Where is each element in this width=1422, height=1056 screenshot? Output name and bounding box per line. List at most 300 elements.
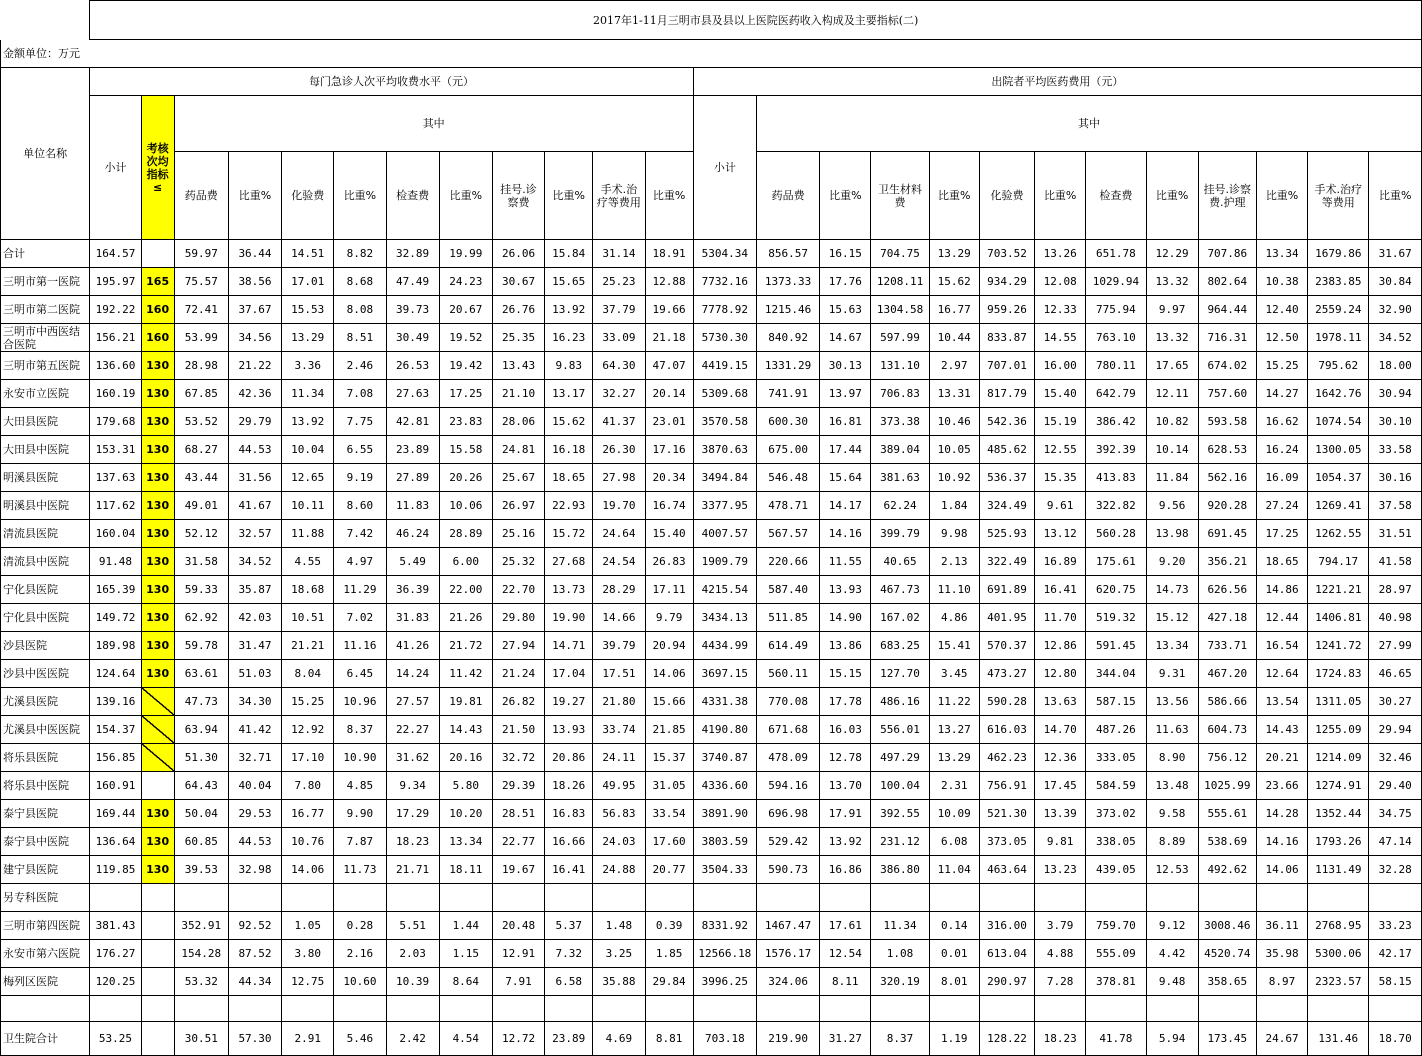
row-ip-value [929,996,979,1022]
row-ip-value [1308,996,1369,1022]
row-ip-value: 324.49 [979,492,1034,520]
row-op-value: 35.87 [228,576,281,604]
row-ip-value: 8.89 [1146,828,1198,856]
row-unit-name: 大田县中医院 [1,436,90,464]
row-op-value: 29.79 [228,408,281,436]
row-op-value [228,884,281,912]
row-op-value: 3.36 [282,352,334,380]
row-ip-value: 16.24 [1256,436,1307,464]
row-ip-value: 11.84 [1146,464,1198,492]
row-op-value: 5.51 [386,912,439,940]
row-ip-value: 485.62 [979,436,1034,464]
row-ip-value: 40.98 [1369,604,1422,632]
row-ip-value: 587.40 [756,576,819,604]
row-op-value: 18.65 [545,464,593,492]
row-ip-value: 16.77 [929,296,979,324]
row-ip-value: 486.16 [871,688,929,716]
row-op-value: 4.54 [439,1022,492,1056]
row-ip-value: 590.73 [756,856,819,884]
row-op-value: 20.67 [439,296,492,324]
row-ip-value [979,996,1034,1022]
diagonal-slash-icon [142,716,174,743]
row-ip-value: 707.86 [1198,240,1256,268]
row-op-value: 26.06 [492,240,544,268]
row-op-value: 7.02 [334,604,386,632]
header-op-col-7: 比重% [545,152,593,240]
row-ip-value: 30.16 [1369,464,1422,492]
row-ip-subtotal: 3870.63 [693,436,756,464]
row-ip-value: 1373.33 [756,268,819,296]
row-ip-value [1308,884,1369,912]
row-ip-value: 959.26 [979,296,1034,324]
row-op-value [545,884,593,912]
row-op-value: 16.83 [545,800,593,828]
row-op-value: 47.07 [645,352,693,380]
header-op-col-5: 比重% [439,152,492,240]
table-row [1,436,1422,464]
header-ip-subtotal: 小计 [693,96,756,240]
row-op-value: 10.11 [282,492,334,520]
row-op-value [645,884,693,912]
row-ip-value: 11.34 [871,912,929,940]
row-ip-value: 570.37 [979,632,1034,660]
row-ip-value: 30.13 [820,352,871,380]
header-op-col-6: 挂号.诊察费 [492,152,544,240]
row-op-value: 32.57 [228,520,281,548]
row-ip-subtotal: 5309.68 [693,380,756,408]
row-ip-value: 840.92 [756,324,819,352]
row-op-subtotal: 139.16 [90,688,141,716]
row-op-value: 29.39 [492,772,544,800]
row-ip-subtotal: 3377.95 [693,492,756,520]
row-op-value: 1.15 [439,940,492,968]
row-op-value [174,884,228,912]
row-ip-value: 13.97 [820,380,871,408]
row-op-subtotal: 160.04 [90,520,141,548]
row-op-value: 11.16 [334,632,386,660]
row-ip-value: 128.22 [979,1022,1034,1056]
row-unit-name: 泰宁县医院 [1,800,90,828]
row-op-value: 10.60 [334,968,386,996]
row-op-value: 31.14 [593,240,645,268]
row-ip-subtotal: 8331.92 [693,912,756,940]
row-kpi: 130 [141,492,174,520]
row-op-value: 14.43 [439,716,492,744]
row-unit-name: 三明市第二医院 [1,296,90,324]
row-ip-value [871,996,929,1022]
row-kpi: 130 [141,576,174,604]
header-outpatient-group: 每门急诊人次平均收费水平（元） [90,68,693,96]
row-op-value: 53.52 [174,408,228,436]
row-ip-value: 14.28 [1256,800,1307,828]
row-ip-value: 41.78 [1086,1022,1146,1056]
row-ip-value: 8.01 [929,968,979,996]
row-ip-value [1256,884,1307,912]
row-ip-value: 30.84 [1369,268,1422,296]
row-ip-value: 34.75 [1369,800,1422,828]
row-ip-value: 12.80 [1035,660,1086,688]
row-ip-value: 9.12 [1146,912,1198,940]
row-ip-value: 556.01 [871,716,929,744]
row-op-value: 19.42 [439,352,492,380]
row-ip-value: 15.63 [820,296,871,324]
row-kpi [141,716,174,744]
row-ip-value: 2323.57 [1308,968,1369,996]
row-op-value: 24.03 [593,828,645,856]
row-op-value: 21.71 [386,856,439,884]
row-ip-value: 33.58 [1369,436,1422,464]
row-op-subtotal: 165.39 [90,576,141,604]
row-unit-name: 宁化县中医院 [1,604,90,632]
row-ip-value: 373.38 [871,408,929,436]
row-ip-subtotal: 3570.58 [693,408,756,436]
table-row [1,716,1422,744]
row-op-value: 27.98 [593,464,645,492]
row-ip-value: 1214.09 [1308,744,1369,772]
row-ip-value: 1269.41 [1308,492,1369,520]
row-op-value: 32.72 [492,744,544,772]
row-ip-value: 519.32 [1086,604,1146,632]
row-ip-value: 1724.83 [1308,660,1369,688]
row-ip-value: 40.65 [871,548,929,576]
row-ip-value: 16.81 [820,408,871,436]
row-op-subtotal: 156.85 [90,744,141,772]
row-ip-value: 11.22 [929,688,979,716]
row-op-value: 12.88 [645,268,693,296]
row-unit-name: 大田县医院 [1,408,90,436]
row-op-value: 19.90 [545,604,593,632]
row-ip-subtotal: 3740.87 [693,744,756,772]
row-ip-value: 2.13 [929,548,979,576]
row-op-subtotal: 160.91 [90,772,141,800]
row-ip-subtotal: 3891.90 [693,800,756,828]
row-op-subtotal: 179.68 [90,408,141,436]
row-op-value: 32.27 [593,380,645,408]
row-ip-value [1369,996,1422,1022]
row-ip-value: 324.06 [756,968,819,996]
row-ip-subtotal: 3996.25 [693,968,756,996]
row-ip-subtotal: 4331.38 [693,688,756,716]
row-kpi [141,240,174,268]
row-ip-value: 538.69 [1198,828,1256,856]
row-ip-value: 5.94 [1146,1022,1198,1056]
row-ip-value [1198,996,1256,1022]
row-op-value: 16.18 [545,436,593,464]
row-unit-name: 三明市第五医院 [1,352,90,380]
table-row [1,380,1422,408]
row-ip-value: 322.82 [1086,492,1146,520]
row-op-value: 30.51 [174,1022,228,1056]
row-unit-name: 泰宁县中医院 [1,828,90,856]
row-ip-value: 17.65 [1146,352,1198,380]
row-ip-value: 763.10 [1086,324,1146,352]
row-op-subtotal: 91.48 [90,548,141,576]
row-op-value: 12.91 [492,940,544,968]
row-ip-subtotal: 3697.15 [693,660,756,688]
row-op-value: 9.79 [645,604,693,632]
row-ip-value: 373.02 [1086,800,1146,828]
row-op-value: 33.74 [593,716,645,744]
row-ip-value: 10.82 [1146,408,1198,436]
row-op-value [593,996,645,1022]
row-ip-value: 13.39 [1035,800,1086,828]
row-ip-subtotal: 3434.13 [693,604,756,632]
row-op-value [282,996,334,1022]
row-op-value: 31.05 [645,772,693,800]
row-ip-value: 9.31 [1146,660,1198,688]
row-ip-value: 392.39 [1086,436,1146,464]
row-ip-value: 9.81 [1035,828,1086,856]
table-row [1,324,1422,352]
row-op-value: 11.34 [282,380,334,408]
row-ip-value: 11.10 [929,576,979,604]
row-op-value: 7.75 [334,408,386,436]
row-op-value: 47.73 [174,688,228,716]
row-ip-value: 1241.72 [1308,632,1369,660]
row-ip-value: 562.16 [1198,464,1256,492]
row-op-value: 29.84 [645,968,693,996]
row-op-value: 4.55 [282,548,334,576]
row-kpi [141,996,174,1022]
row-op-value: 22.00 [439,576,492,604]
row-ip-value: 100.04 [871,772,929,800]
row-op-value: 3.80 [282,940,334,968]
row-op-value: 17.25 [439,380,492,408]
row-kpi [141,912,174,940]
row-op-value: 10.51 [282,604,334,632]
row-ip-value: 856.57 [756,240,819,268]
row-op-value [386,884,439,912]
row-op-value: 15.66 [645,688,693,716]
row-ip-value: 30.94 [1369,380,1422,408]
row-op-value: 49.95 [593,772,645,800]
row-ip-value: 14.17 [820,492,871,520]
row-op-value: 4.69 [593,1022,645,1056]
row-op-subtotal: 169.44 [90,800,141,828]
row-ip-value: 127.70 [871,660,929,688]
table-row [1,968,1422,996]
row-ip-value: 427.18 [1198,604,1256,632]
row-ip-value: 542.36 [979,408,1034,436]
row-ip-value: 373.05 [979,828,1034,856]
row-ip-value [1146,884,1198,912]
row-unit-name: 梅列区医院 [1,968,90,996]
row-unit-name: 清流县医院 [1,520,90,548]
row-op-value: 42.81 [386,408,439,436]
row-op-value: 21.26 [439,604,492,632]
row-ip-value: 1054.37 [1308,464,1369,492]
row-ip-value: 13.34 [1146,632,1198,660]
row-ip-value: 12.11 [1146,380,1198,408]
row-op-subtotal: 136.60 [90,352,141,380]
row-ip-value [1256,996,1307,1022]
row-ip-value: 707.01 [979,352,1034,380]
row-op-value: 15.37 [645,744,693,772]
row-ip-value: 46.65 [1369,660,1422,688]
row-ip-value [1035,884,1086,912]
row-op-value: 28.98 [174,352,228,380]
row-op-value: 21.50 [492,716,544,744]
row-kpi: 130 [141,604,174,632]
row-kpi [141,688,174,716]
row-ip-subtotal: 4419.15 [693,352,756,380]
row-ip-value: 586.66 [1198,688,1256,716]
row-op-value: 28.89 [439,520,492,548]
row-op-value: 5.49 [386,548,439,576]
header-inpatient-group: 出院者平均医药费用（元） [693,68,1421,96]
row-op-value: 2.16 [334,940,386,968]
row-ip-value: 17.45 [1035,772,1086,800]
row-ip-value: 794.17 [1308,548,1369,576]
row-ip-value: 3008.46 [1198,912,1256,940]
row-ip-value: 14.86 [1256,576,1307,604]
row-op-value: 8.37 [334,716,386,744]
row-op-value: 14.51 [282,240,334,268]
row-op-value: 20.86 [545,744,593,772]
row-unit-name: 明溪县中医院 [1,492,90,520]
row-ip-value: 12.53 [1146,856,1198,884]
row-kpi: 165 [141,268,174,296]
table-row [1,660,1422,688]
row-ip-value: 1311.05 [1308,688,1369,716]
row-ip-value: 18.65 [1256,548,1307,576]
row-op-value: 17.16 [645,436,693,464]
row-op-value: 25.16 [492,520,544,548]
row-op-value: 11.29 [334,576,386,604]
row-op-value: 23.83 [439,408,492,436]
row-op-value: 17.04 [545,660,593,688]
row-ip-subtotal: 3504.33 [693,856,756,884]
row-ip-value: 704.75 [871,240,929,268]
row-ip-subtotal: 7732.16 [693,268,756,296]
row-op-value: 28.06 [492,408,544,436]
table-row [1,828,1422,856]
row-ip-value: 626.56 [1198,576,1256,604]
row-ip-value: 1255.09 [1308,716,1369,744]
row-ip-value: 17.76 [820,268,871,296]
row-op-value: 5.80 [439,772,492,800]
row-op-value: 15.65 [545,268,593,296]
row-op-value: 27.94 [492,632,544,660]
row-ip-value: 14.67 [820,324,871,352]
row-ip-value [979,884,1034,912]
row-op-subtotal: 53.25 [90,1022,141,1056]
row-op-value: 1.44 [439,912,492,940]
row-op-value: 20.16 [439,744,492,772]
row-ip-value: 691.89 [979,576,1034,604]
header-ip-col-11: 比重% [1369,152,1422,240]
table-row [1,744,1422,772]
row-unit-name: 尤溪县医院 [1,688,90,716]
table-row [1,492,1422,520]
row-ip-value: 37.58 [1369,492,1422,520]
row-op-value: 20.48 [492,912,544,940]
row-op-value: 15.72 [545,520,593,548]
row-ip-value: 16.89 [1035,548,1086,576]
row-op-value: 2.03 [386,940,439,968]
row-ip-value: 32.28 [1369,856,1422,884]
row-op-value: 4.85 [334,772,386,800]
row-op-value: 47.49 [386,268,439,296]
row-kpi [141,884,174,912]
row-op-value: 22.70 [492,576,544,604]
row-ip-value: 13.26 [1035,240,1086,268]
row-op-value: 12.65 [282,464,334,492]
row-ip-value: 1406.81 [1308,604,1369,632]
row-op-value: 9.34 [386,772,439,800]
row-op-value: 18.26 [545,772,593,800]
row-op-subtotal: 119.85 [90,856,141,884]
row-op-value: 352.91 [174,912,228,940]
row-op-value: 10.39 [386,968,439,996]
row-kpi [141,744,174,772]
row-kpi: 130 [141,632,174,660]
row-op-value: 11.42 [439,660,492,688]
header-op-col-3: 比重% [334,152,386,240]
row-op-value: 31.83 [386,604,439,632]
row-op-value: 33.54 [645,800,693,828]
row-unit-name: 卫生院合计 [1,1022,90,1056]
row-op-value: 41.42 [228,716,281,744]
table-row [1,520,1422,548]
row-ip-value: 34.52 [1369,324,1422,352]
row-op-value: 32.71 [228,744,281,772]
row-op-value: 42.36 [228,380,281,408]
header-ip-col-7: 比重% [1146,152,1198,240]
row-ip-value: 17.91 [820,800,871,828]
row-op-value: 8.81 [645,1022,693,1056]
header-kpi: 考核次均指标≤ [141,96,174,240]
row-kpi: 130 [141,408,174,436]
row-op-value: 26.30 [593,436,645,464]
row-op-value: 62.92 [174,604,228,632]
table-row [1,912,1422,940]
row-op-value [228,996,281,1022]
row-ip-value: 175.61 [1086,548,1146,576]
row-ip-value: 16.62 [1256,408,1307,436]
row-ip-value: 628.53 [1198,436,1256,464]
row-op-value: 17.10 [282,744,334,772]
row-op-value: 10.76 [282,828,334,856]
row-ip-value: 741.91 [756,380,819,408]
row-unit-name: 永安市立医院 [1,380,90,408]
row-op-value: 41.37 [593,408,645,436]
row-op-value: 64.30 [593,352,645,380]
row-ip-value: 31.67 [1369,240,1422,268]
row-op-value: 24.23 [439,268,492,296]
row-op-value: 44.34 [228,968,281,996]
row-op-value: 44.53 [228,828,281,856]
row-ip-value: 15.64 [820,464,871,492]
row-ip-value [1198,884,1256,912]
row-kpi [141,940,174,968]
row-op-value: 24.54 [593,548,645,576]
row-ip-value: 770.08 [756,688,819,716]
row-op-value: 32.89 [386,240,439,268]
row-op-subtotal: 124.64 [90,660,141,688]
row-op-value: 26.82 [492,688,544,716]
row-ip-value: 16.03 [820,716,871,744]
table-row [1,408,1422,436]
row-op-value: 9.19 [334,464,386,492]
row-op-value: 18.91 [645,240,693,268]
table-row [1,240,1422,268]
row-op-value: 34.52 [228,548,281,576]
row-ip-value: 9.58 [1146,800,1198,828]
row-op-value: 13.17 [545,380,593,408]
row-kpi: 130 [141,464,174,492]
row-unit-name: 尤溪县中医医院 [1,716,90,744]
